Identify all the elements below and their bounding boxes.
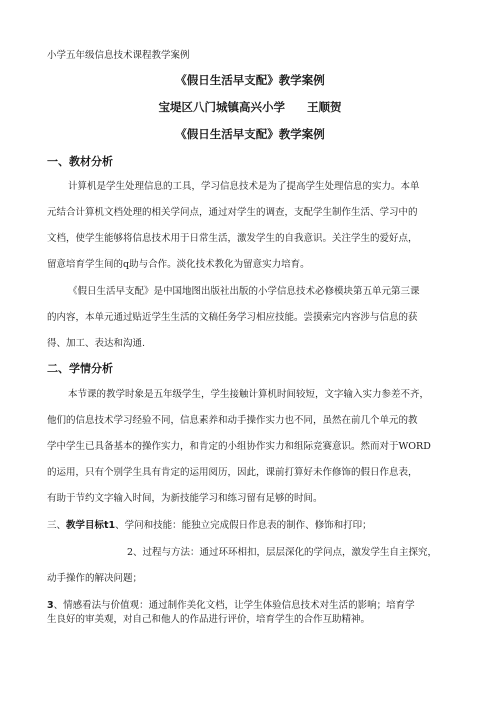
- document-title: 《假日生活早支配》教学案例: [175, 73, 325, 87]
- teaching-goal-2-cont: 动手操作的解决问题；: [47, 573, 143, 584]
- paragraph-line: 本节课的教学时象是五年级学生，学生接触计算机时间较短，文字输入实力参差不齐，: [68, 389, 430, 400]
- section3-prefix: 三、: [47, 520, 67, 531]
- paragraph-line: 学中学生已具备基本的操作实力，和肯定的小组协作实力和组际竞赛意识。然而对于WORD: [47, 441, 431, 452]
- goal-1-text: 、学问和技能：能独立完成假日作息表的制作、修饰和打印；: [115, 520, 372, 531]
- paragraph-line: 元结合计算机文档处理的相关学问点，通过对学生的调查，支配学生制作生活、学习中的: [47, 207, 418, 218]
- teaching-goal-3-cont: 生良好的审美观，对自己和他人的作品进行评价，培育学生的合作互助精神。: [47, 614, 371, 625]
- paragraph-line: 文档，使学生能够将信息技术用于日常生活，激发学生的自我意识。关注学生的爱好点，: [47, 233, 418, 244]
- paragraph-line: 有助于节约文字输入时间，为新技能学习和练习留有足够的时间。: [47, 493, 323, 504]
- paragraph-line: 留意培育学生间的q助与合作。淡化技术教化为留意实力培育。: [47, 259, 310, 270]
- goal-3-text: 、情感看法与价值观：通过制作美化文档，让学生体验信息技术对生活的影响；培育学: [53, 600, 415, 611]
- document-header: 小学五年级信息技术课程教学案例: [47, 50, 190, 61]
- author-school: 宝堤区八门城镇高兴小学: [158, 100, 285, 114]
- paragraph-line: 得、加工、表达和沟通.: [47, 338, 146, 349]
- paragraph-line: 《假日生活早支配》是中国地图出版社出版的小学信息技术必修模块第五单元第三课: [68, 286, 420, 297]
- author-name: 王顺贺: [307, 100, 342, 114]
- section-heading-learner-analysis: 二、学情分析: [47, 362, 113, 375]
- document-subtitle: 《假日生活早支配》教学案例: [175, 127, 325, 141]
- paragraph-line: 他们的信息技术学习经验不同，信息素养和动手操作实力也不同，虽然在前几个单元的教: [47, 415, 418, 426]
- paragraph-line: 计算机是学生处理信息的工具，学习信息技术是为了提高学生处理信息的实力。本单: [68, 181, 420, 192]
- teaching-goal-2: 2、过程与方法：通过环环相扣，层层深化的学问点，激发学生自主探究，: [127, 547, 438, 558]
- section-heading-textbook-analysis: 一、教材分析: [47, 155, 113, 168]
- teaching-goal-3: [47, 600, 415, 612]
- paragraph-line: 的运用，只有个别学生具有肯定的运用阅历，因此，课前打算好未作修饰的假日作息表，: [47, 467, 418, 478]
- paragraph-line: 的内容，本单元通过贴近学生生活的文稿任务学习相应技能。尝摸索完内容涉与信息的获: [47, 312, 418, 323]
- teaching-goal-1: [47, 520, 372, 532]
- author-line: [0, 99, 500, 115]
- goal-3-number: 3: [47, 600, 54, 611]
- section-heading-teaching-goals: 教学目标t1: [66, 520, 116, 531]
